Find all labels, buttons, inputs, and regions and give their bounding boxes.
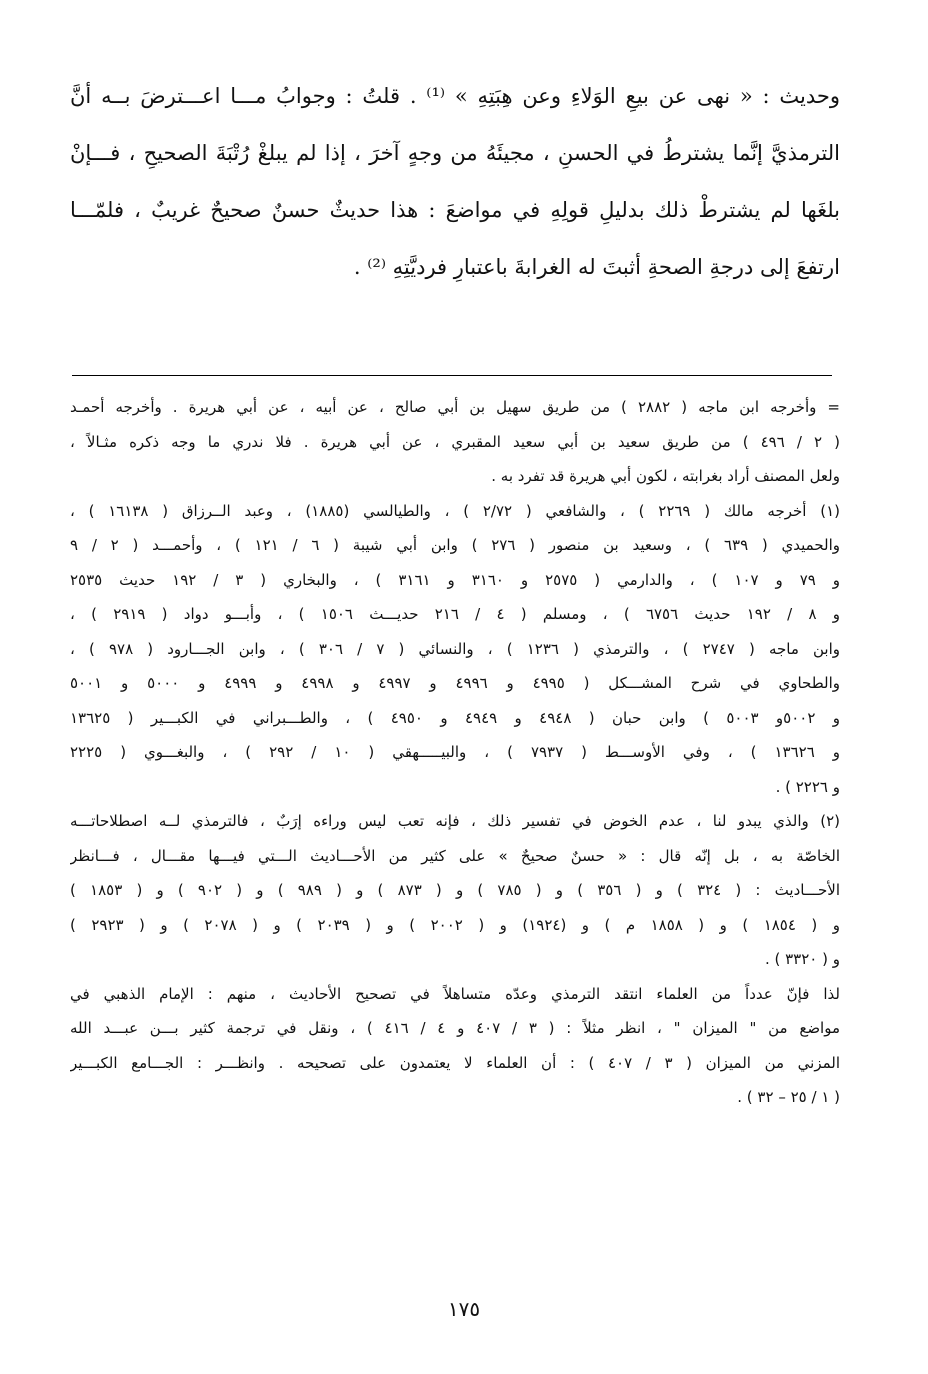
footnote-line: الأحـــاديث : ( ٣٢٤ ) و ( ٣٥٦ ) و ( ٧٨٥ ) و ( ٨٧٣ ) و ( ٩٨٩ ) و ( ٩٠٢ ) و ( ١٨٥٣ )	[70, 881, 840, 899]
footnote-line: مواضع من " الميزان " ، انظر مثلاً : ( ٣ / ٤٠٧ و ٤ / ٤١٦ ) ، ونقل في ترجمة كثير بـــن عبـــد الله	[70, 1019, 840, 1037]
footnote-1	[70, 494, 840, 805]
main-line: وحديث : « نهى عن بيعِ الوَلاءِ وعن هِبَتِهِ » ⁽¹⁾ . قلتُ : وجوابُ مـــا اعـــترضَ بــه أنَّ	[70, 84, 840, 108]
footnote-line: الخاصّة به ، بل إنّه قال : « حسنٌ صحيحٌ » على كثير من الأحـــاديث الـــتي فيـــها مقـــال ، فـــانظر	[70, 846, 840, 865]
page-number: ١٧٥	[447, 1297, 481, 1321]
footnote-2-continuation	[70, 977, 840, 1115]
footnote-line: ( ١ / ٢٥ – ٣٢ ) .	[737, 1088, 840, 1106]
main-paragraph	[70, 68, 840, 296]
footnotes	[70, 390, 840, 1115]
footnote-2	[70, 804, 840, 977]
footnote-line: و ( ١٨٥٤ ) و ( ١٨٥٨ م ) و (١٩٢٤) و ( ٢٠٠٢ ) و ( ٢٠٣٩ ) و ( ٢٠٧٨ ) و ( ٢٩٢٣ )	[70, 915, 840, 934]
footnote-line: (٢) والذي يبدو لنا ، عدم الخوض في تفسير ذلك ، فإنه تعب ليس وراءه إرَبٌ ، فالترمذي لــه اصطلاحاتـــه	[70, 812, 840, 830]
footnote-line: و ٢٢٢٦ ) .	[775, 777, 840, 796]
footnote-line: و ٥٠٠٢و ٥٠٠٣ ) وابن حبان ( ٤٩٤٨ و ٤٩٤٩ و ٤٩٥٠ ) ، والطـــبراني في الكبـــير ( ١٣٦٢٥	[70, 708, 840, 727]
main-line: بلغَها لم يشترطْ ذلك بدليلِ قولِهِ في مواضعَ : هذا حديثٌ حسنٌ صحيحٌ غريبٌ ، فلمّـــا	[70, 198, 840, 222]
main-text	[70, 68, 840, 296]
footnote-line: لذا فإنّ عدداً من العلماء انتقد الترمذي وعدّه متساهلاً في تصحيح الأحاديث ، منهم : الإمام الذهبي في	[70, 984, 840, 1003]
footnote-line: و ١٣٦٢٦ ) ، وفي الأوســـط ( ٧٩٣٧ ) ، والبيـــــهقي ( ١٠ / ٢٩٢ ) ، والبغـــوي ( ٢٢٢٥	[70, 743, 840, 761]
footnote-line: والحميدي ( ٦٣٩ ) ، وسعيد بن منصور ( ٢٧٦ ) وابن أبي شيبة ( ٦ / ١٢١ ) ، وأحمـــد ( ٢ / ٩	[70, 536, 840, 554]
footnote-separator	[72, 375, 832, 376]
footnote-line: المزني من الميزان ( ٣ / ٤٠٧ ) : أن العلماء لا يعتمدون على تصحيحه . وانظـــر : الجـــامع الكبـــير	[70, 1053, 840, 1072]
footnote-line: و ( ٣٣٢٠ ) .	[764, 950, 840, 968]
footnote-line: والطحاوي في شرح المشـــكل ( ٤٩٩٥ و ٤٩٩٦ و ٤٩٩٧ و ٤٩٩٨ و ٤٩٩٩ و ٥٠٠٠ و ٥٠٠١	[70, 674, 840, 692]
footnote-line: ( ٢ / ٤٩٦ ) من طريق سعيد بن أبي سعيد المقبري ، عن أبي هريرة . فلا ندري ما وجه ذكره مثـالاً ،	[70, 432, 840, 451]
footnote-line: = وأخرجه ابن ماجه ( ٢٨٨٢ ) من طريق سهيل بن أبي صالح ، عن أبيه ، عن أبي هريرة . وأخرجه أحمـد	[70, 398, 840, 416]
footnote-line: و ٨ / ١٩٢ حديث ٦٧٥٦ ) ، ومسلم ( ٤ / ٢١٦ حديـــث ١٥٠٦ ) ، وأبـــو دواد ( ٢٩١٩ ) ،	[70, 605, 840, 623]
footnote-continuation	[70, 390, 840, 494]
footnote-line: (١) أخرجه مالك ( ٢٢٦٩ ) ، والشافعي ( ٢/٧٢ ) ، والطيالسي (١٨٨٥) ، وعبد الــرزاق ( ١٦١٣٨ ) ،	[70, 501, 840, 520]
main-line: الترمذيَّ إنَّما يشترطُ في الحسنِ ، مجيئَهُ من وجهٍ آخرَ ، إذا لم يبلغْ رُتْبَةَ الصحيحِ ، فـــإنْ	[70, 141, 840, 165]
footnote-line: وابن ماجه ( ٢٧٤٧ ) ، والترمذي ( ١٢٣٦ ) ، والنسائي ( ٧ / ٣٠٦ ) ، وابن الجـــارود ( ٩٧٨ ) ،	[70, 639, 840, 658]
footnote-line: و ٧٩ و ١٠٧ ) ، والدارمي ( ٢٥٧٥ و ٣١٦٠ و ٣١٦١ ) ، والبخاري ( ٣ / ١٩٢ حديث ٢٥٣٥	[70, 570, 840, 589]
main-line: ارتفعَ إلى درجةِ الصحةِ أثبتَ له الغرابةَ باعتبارِ فرديَّتِهِ ⁽²⁾ .	[353, 255, 840, 279]
footnote-line: ولعل المصنف أراد بغرابته ، لكون أبي هريرة قد تفرد به .	[491, 467, 840, 485]
